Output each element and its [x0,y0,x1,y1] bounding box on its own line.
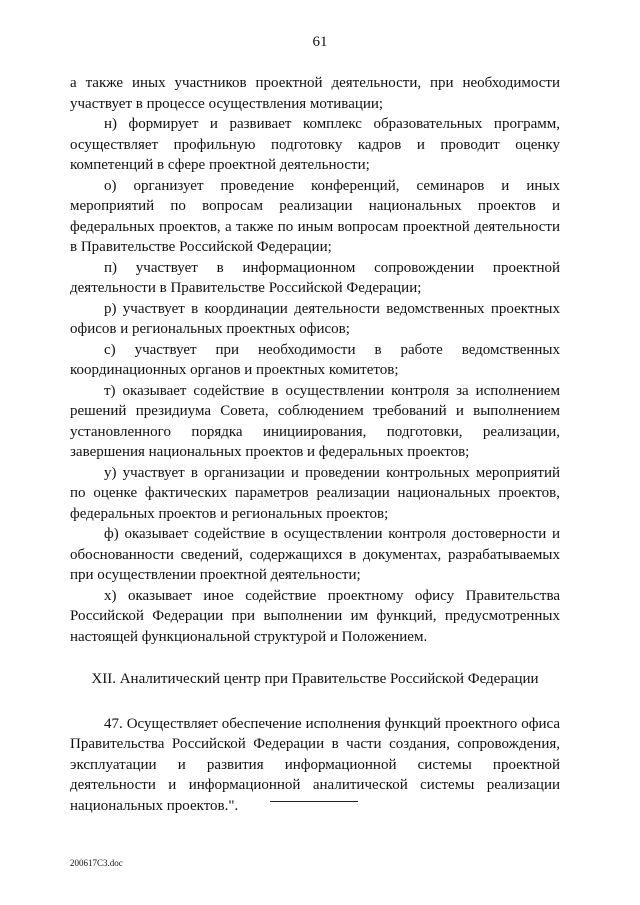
section-heading: XII. Аналитический центр при Правительстве Российской Федерации [91,671,539,687]
paragraph-item-t: т) оказывает содействие в осуществлении контроля за исполнением решений президиума Совета, соблюдением требований и выполнением установленного порядка инициирования, подготовки, реализации, завершения национальных проектов и федеральных проектов; [70,382,560,460]
paragraph-item-f: ф) оказывает содействие в осуществлении контроля достоверности и обоснованности сведений, содержащихся в документах, разрабатываемых при осуществлении проектной деятельности; [70,526,560,583]
paragraph-item-u: у) участвует в организации и проведении контрольных мероприятий по оценке фактических параметров реализации национальных проектов, федеральных проектов и региональных проектов; [70,464,560,522]
paragraph-item-s: с) участвует при необходимости в работе ведомственных координационных органов и проектных комитетов; [70,341,560,378]
paragraph-47: 47. Осуществляет обеспечение исполнения функций проектного офиса Правительства Российской Федерации в части создания, сопровождения, эксплуатации и развития информационной системы проектной деятельности и информационной аналитической системы реализации национальных проектов.". [70,715,560,814]
page-number: 61 [312,34,328,50]
document-body [70,73,560,816]
paragraph-item-r: р) участвует в координации деятельности ведомственных проектных офисов и региональных проектных офисов; [70,300,560,337]
paragraph-continuation: а также иных участников проектной деятельности, при необходимости участвует в процессе осуществления мотивации; [70,75,560,112]
paragraph-item-kh: х) оказывает иное содействие проектному офису Правительства Российской Федерации при выполнении им функций, предусмотренных настоящей функциональной структурой и Положением. [70,587,560,645]
closing-rule [270,801,358,802]
paragraph-item-p: п) участвует в информационном сопровождении проектной деятельности в Правительстве Российской Федерации; [70,259,560,296]
footer-filename: 200617C3.doc [70,858,123,868]
paragraph-item-n: н) формирует и развивает комплекс образовательных программ, осуществляет профильную подготовку кадров и проводит оценку компетенций в сфере проектной деятельности; [70,116,560,173]
paragraph-item-o: о) организует проведение конференций, семинаров и иных мероприятий по вопросам реализации национальных проектов и федеральных проектов, а также по иным вопросам проектной деятельности в Правительстве Российской Федерации; [70,177,560,255]
